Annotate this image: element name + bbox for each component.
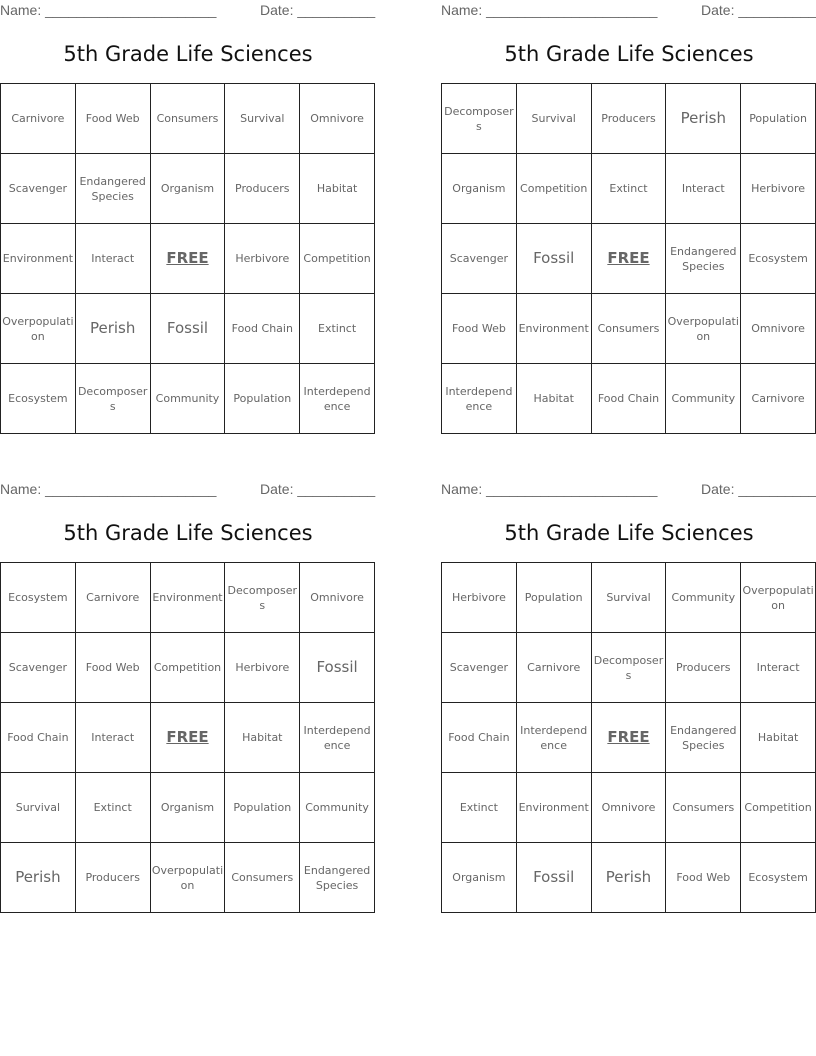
bingo-cell: Environment xyxy=(1,224,76,294)
bingo-cell: Extinct xyxy=(300,294,375,364)
bingo-cell: Producers xyxy=(225,154,300,224)
header-fields xyxy=(441,481,816,499)
bingo-cell: Carnivore xyxy=(76,563,151,633)
bingo-cell: Fossil xyxy=(517,843,592,913)
bingo-cell: Decomposers xyxy=(442,84,517,154)
bingo-cell: Organism xyxy=(151,154,226,224)
bingo-cell: Organism xyxy=(442,154,517,224)
bingo-cell: Endangered Species xyxy=(666,703,741,773)
bingo-cell: Herbivore xyxy=(741,154,816,224)
bingo-cell: Interact xyxy=(741,633,816,703)
bingo-cell: Competition xyxy=(741,773,816,843)
bingo-cell: Population xyxy=(225,773,300,843)
bingo-cell: Omnivore xyxy=(592,773,667,843)
bingo-cell: Overpopulation xyxy=(1,294,76,364)
bingo-cell: Carnivore xyxy=(741,364,816,434)
bingo-cell: Food Web xyxy=(76,84,151,154)
bingo-cell: Herbivore xyxy=(225,224,300,294)
card-title: 5th Grade Life Sciences xyxy=(504,42,754,66)
bingo-cell: Carnivore xyxy=(517,633,592,703)
bingo-cell: Herbivore xyxy=(225,633,300,703)
date-field: Date: __________ xyxy=(701,481,816,497)
bingo-cell: Producers xyxy=(666,633,741,703)
bingo-cell: Omnivore xyxy=(300,84,375,154)
bingo-cell: Fossil xyxy=(300,633,375,703)
bingo-cell: Omnivore xyxy=(300,563,375,633)
bingo-cell: Habitat xyxy=(741,703,816,773)
bingo-cell: Omnivore xyxy=(741,294,816,364)
free-space-cell: FREE xyxy=(151,703,226,773)
free-space-cell: FREE xyxy=(592,224,667,294)
bingo-cell: Extinct xyxy=(592,154,667,224)
bingo-cell: Extinct xyxy=(442,773,517,843)
bingo-card-2 xyxy=(441,0,816,440)
bingo-cell: Food Chain xyxy=(225,294,300,364)
free-space-cell: FREE xyxy=(151,224,226,294)
bingo-cell: Organism xyxy=(442,843,517,913)
bingo-cell: Population xyxy=(741,84,816,154)
bingo-cell: Producers xyxy=(76,843,151,913)
card-title: 5th Grade Life Sciences xyxy=(504,521,754,545)
header-fields xyxy=(441,2,816,20)
bingo-cell: Endangered Species xyxy=(300,843,375,913)
bingo-card-3 xyxy=(0,479,376,919)
bingo-cell: Community xyxy=(666,563,741,633)
bingo-cell: Overpopulation xyxy=(151,843,226,913)
bingo-cell: Competition xyxy=(517,154,592,224)
bingo-cell: Producers xyxy=(592,84,667,154)
bingo-cell: Perish xyxy=(76,294,151,364)
bingo-cell: Habitat xyxy=(300,154,375,224)
bingo-cell: Food Chain xyxy=(1,703,76,773)
date-field: Date: __________ xyxy=(701,2,816,18)
bingo-cell: Habitat xyxy=(225,703,300,773)
bingo-cell: Food Web xyxy=(76,633,151,703)
bingo-cell: Habitat xyxy=(517,364,592,434)
bingo-cell: Decomposers xyxy=(592,633,667,703)
bingo-cell: Interdependence xyxy=(442,364,517,434)
bingo-cell: Endangered Species xyxy=(76,154,151,224)
bingo-cell: Overpopulation xyxy=(741,563,816,633)
bingo-cell: Scavenger xyxy=(442,633,517,703)
free-space-cell: FREE xyxy=(592,703,667,773)
header-fields xyxy=(0,2,376,20)
name-field: Name: ______________________ xyxy=(441,481,658,497)
bingo-cell: Interact xyxy=(666,154,741,224)
bingo-cell: Consumers xyxy=(592,294,667,364)
bingo-cell: Fossil xyxy=(517,224,592,294)
bingo-cell: Organism xyxy=(151,773,226,843)
bingo-cell: Scavenger xyxy=(1,633,76,703)
bingo-cell: Interdependence xyxy=(517,703,592,773)
bingo-cell: Overpopulation xyxy=(666,294,741,364)
bingo-cell: Interact xyxy=(76,224,151,294)
bingo-card-4 xyxy=(441,479,816,919)
date-field: Date: __________ xyxy=(260,2,376,18)
bingo-card-1 xyxy=(0,0,376,440)
bingo-cell: Decomposers xyxy=(76,364,151,434)
bingo-cell: Community xyxy=(666,364,741,434)
bingo-cell: Survival xyxy=(225,84,300,154)
bingo-grid xyxy=(441,83,816,434)
bingo-cell: Food Web xyxy=(666,843,741,913)
bingo-cell: Ecosystem xyxy=(741,224,816,294)
bingo-cell: Interact xyxy=(76,703,151,773)
bingo-grid xyxy=(0,562,375,913)
bingo-cell: Food Chain xyxy=(592,364,667,434)
bingo-cell: Perish xyxy=(666,84,741,154)
bingo-cell: Carnivore xyxy=(1,84,76,154)
bingo-cell: Perish xyxy=(592,843,667,913)
bingo-cell: Consumers xyxy=(225,843,300,913)
bingo-cell: Ecosystem xyxy=(1,364,76,434)
bingo-grid xyxy=(0,83,375,434)
bingo-cell: Consumers xyxy=(666,773,741,843)
bingo-cell: Perish xyxy=(1,843,76,913)
bingo-cell: Interdependence xyxy=(300,703,375,773)
bingo-cell: Survival xyxy=(1,773,76,843)
bingo-cell: Environment xyxy=(517,294,592,364)
name-field: Name: ______________________ xyxy=(441,2,658,18)
bingo-cell: Environment xyxy=(151,563,226,633)
bingo-cell: Survival xyxy=(592,563,667,633)
bingo-grid xyxy=(441,562,816,913)
bingo-cell: Competition xyxy=(300,224,375,294)
bingo-cell: Endangered Species xyxy=(666,224,741,294)
bingo-cell: Food Web xyxy=(442,294,517,364)
bingo-cell: Competition xyxy=(151,633,226,703)
header-fields xyxy=(0,481,376,499)
bingo-cell: Community xyxy=(300,773,375,843)
bingo-cell: Decomposers xyxy=(225,563,300,633)
date-field: Date: __________ xyxy=(260,481,376,497)
card-title: 5th Grade Life Sciences xyxy=(63,521,313,545)
bingo-cell: Scavenger xyxy=(442,224,517,294)
bingo-cell: Consumers xyxy=(151,84,226,154)
bingo-cell: Herbivore xyxy=(442,563,517,633)
bingo-cell: Ecosystem xyxy=(741,843,816,913)
bingo-cell: Environment xyxy=(517,773,592,843)
bingo-cell: Population xyxy=(225,364,300,434)
bingo-cell: Food Chain xyxy=(442,703,517,773)
name-field: Name: ______________________ xyxy=(0,481,217,497)
bingo-cell: Survival xyxy=(517,84,592,154)
bingo-cell: Extinct xyxy=(76,773,151,843)
name-field: Name: ______________________ xyxy=(0,2,217,18)
bingo-cell: Interdependence xyxy=(300,364,375,434)
bingo-cell: Scavenger xyxy=(1,154,76,224)
card-title: 5th Grade Life Sciences xyxy=(63,42,313,66)
bingo-cell: Population xyxy=(517,563,592,633)
bingo-cell: Fossil xyxy=(151,294,226,364)
bingo-cell: Ecosystem xyxy=(1,563,76,633)
bingo-cell: Community xyxy=(151,364,226,434)
